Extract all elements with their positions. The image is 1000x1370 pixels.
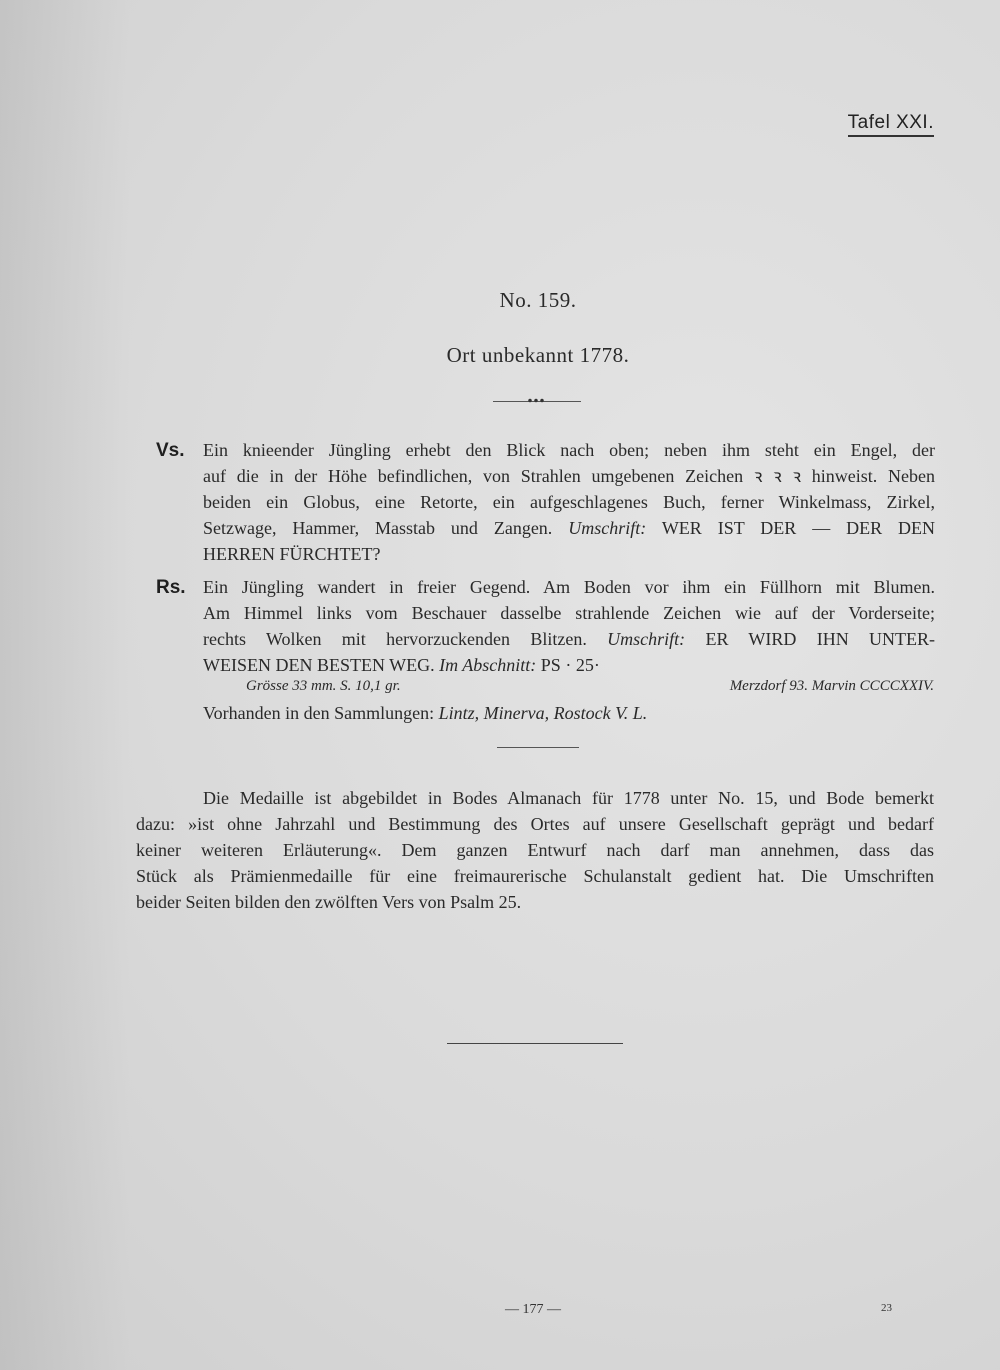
entry-place-date: Ort unbekannt 1778. xyxy=(446,343,630,367)
collections-label: Vorhanden in den Sammlungen: xyxy=(203,703,435,723)
reverse-line-2: Am Himmel links vom Beschauer dasselbe strahlende Zeichen wie auf der Vorderseite; xyxy=(203,603,935,623)
reverse-inscription: ER WIRD IHN UNTER- xyxy=(705,629,936,649)
obverse-inscription-label: Umschrift: xyxy=(568,518,647,538)
reverse-line-1: Ein Jüngling wandert in freier Gegend. Am Boden vor ihm ein Füllhorn mit Blumen. xyxy=(203,577,935,597)
reverse-line-3-text: rechts Wolken mit hervorzuckenden Blitzen. xyxy=(203,629,587,649)
obverse-label: Vs. xyxy=(156,440,185,461)
commentary-line-2: dazu: »ist ohne Jahrzahl und Bestimmung des Ortes auf unsere Gesellschaft geprägt und bedarf xyxy=(136,814,934,834)
reverse-exergue: PS · 25· xyxy=(540,655,600,675)
end-divider xyxy=(447,1043,623,1044)
plate-heading: Tafel XXI. xyxy=(848,112,934,137)
reverse-line-3 xyxy=(203,626,935,652)
page-shadow xyxy=(0,0,130,1370)
sheet-number: 23 xyxy=(881,1302,892,1314)
commentary-line-4: Stück als Prämienmedaille für eine freimaurerische Schulanstalt gedient hat. Die Umschriften xyxy=(136,866,934,886)
commentary-line-5: beider Seiten bilden den zwölften Vers von Psalm 25. xyxy=(136,892,522,912)
medal-size: Grösse 33 mm. S. 10,1 gr. xyxy=(246,678,401,694)
commentary-line-3: keiner weiteren Erläuterung«. Dem ganzen Entwurf nach darf man annehmen, dass das xyxy=(136,840,934,860)
obverse-line-4-text: Setzwage, Hammer, Masstab und Zangen. xyxy=(203,518,553,538)
obverse-inscription: WER IST DER — DER DEN xyxy=(661,518,935,538)
reverse-label: Rs. xyxy=(156,577,186,598)
page-number: — 177 — xyxy=(505,1302,561,1317)
obverse-line-4 xyxy=(203,515,935,541)
commentary-line-1: Die Medaille ist abgebildet in Bodes Almanach für 1778 unter No. 15, und Bode bemerkt xyxy=(203,788,934,808)
obverse-line-5: HERREN FÜRCHTET? xyxy=(203,544,381,564)
section-divider xyxy=(497,747,579,748)
reverse-line-4 xyxy=(203,652,935,678)
obverse-line-2: auf die in der Höhe befindlichen, von Strahlen umgebenen Zeichen ꝛ ꝛ ꝛ hinweist. Neben xyxy=(203,466,935,486)
obverse-line-1: Ein knieender Jüngling erhebt den Blick nach oben; neben ihm steht ein Engel, der xyxy=(203,440,935,460)
collections-list: Lintz, Minerva, Rostock V. L. xyxy=(438,703,648,723)
reverse-line-4-text: WEISEN DEN BESTEN WEG. xyxy=(203,655,435,675)
collections-line xyxy=(203,700,935,726)
entry-number: No. 159. xyxy=(499,288,577,312)
ornamental-dots xyxy=(527,398,545,403)
medal-references: Merzdorf 93. Marvin CCCCXXIV. xyxy=(729,678,934,694)
reverse-inscription-label: Umschrift: xyxy=(607,629,686,649)
obverse-line-3: beiden ein Globus, eine Retorte, ein aufgeschlagenes Buch, ferner Winkelmass, Zirkel, xyxy=(203,492,935,512)
reverse-exergue-label: Im Abschnitt: xyxy=(439,655,537,675)
